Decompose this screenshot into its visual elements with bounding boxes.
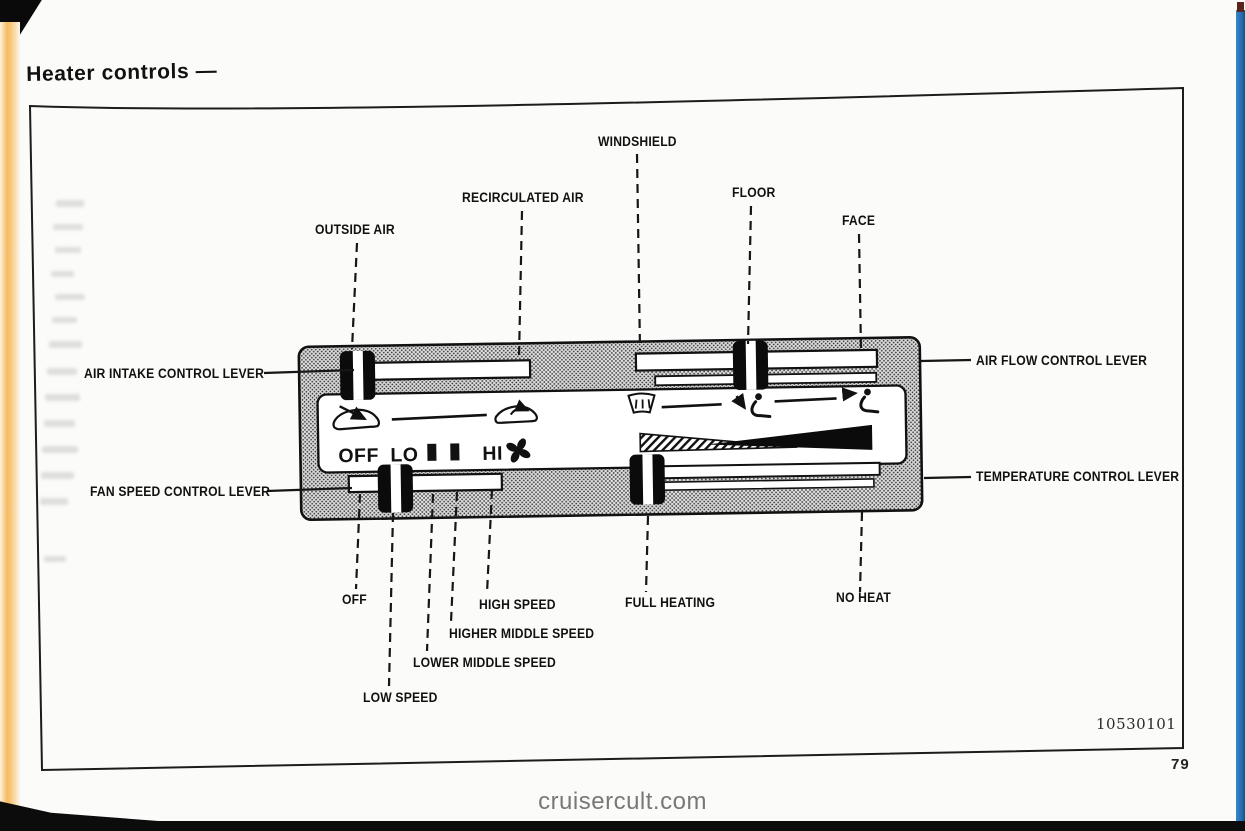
- outside-air-label: OUTSIDE AIR: [315, 222, 395, 237]
- fan-speed-control-lever-label: FAN SPEED CONTROL LEVER: [90, 484, 271, 499]
- low-speed-label: LOW SPEED: [363, 690, 438, 705]
- air-flow-control-lever-label: AIR FLOW CONTROL LEVER: [976, 353, 1148, 368]
- fan-speed-step-bar: [450, 443, 459, 460]
- temperature-control-lever-label: TEMPERATURE CONTROL LEVER: [976, 469, 1180, 484]
- no-heat-leader: [860, 512, 862, 592]
- full-heating-leader: [646, 516, 648, 592]
- no-heat-label: NO HEAT: [836, 590, 892, 605]
- face-leader: [859, 234, 861, 351]
- off-position-label: OFF: [342, 592, 367, 607]
- outside-air-leader: [352, 243, 357, 349]
- air-intake-control-lever-label: AIR INTAKE CONTROL LEVER: [84, 366, 265, 381]
- panel-off-marking: OFF: [338, 444, 380, 468]
- air-flow-leader: [921, 360, 971, 361]
- air-flow-lever-knob: [733, 341, 769, 391]
- air-intake-lever-knob: [340, 351, 376, 401]
- higher-middle-speed-label: HIGHER MIDDLE SPEED: [449, 626, 595, 641]
- page-title: Heater controls —: [26, 59, 218, 86]
- panel-lo-marking: LO: [390, 444, 419, 467]
- face-label: FACE: [842, 213, 876, 228]
- recirculated-air-leader: [519, 211, 522, 358]
- page-number: 79: [1171, 756, 1190, 773]
- windshield-leader: [637, 154, 640, 350]
- lower-middle-speed-label: LOWER MIDDLE SPEED: [413, 655, 556, 670]
- floor-leader: [748, 206, 751, 344]
- windshield-label: WINDSHIELD: [598, 134, 677, 149]
- recirculated-air-label: RECIRCULATED AIR: [462, 190, 584, 205]
- temperature-leader: [924, 477, 971, 478]
- panel-hi-marking: HI: [482, 442, 504, 466]
- figure-code: 10530101: [1096, 715, 1177, 733]
- full-heating-label: FULL HEATING: [625, 595, 716, 610]
- fan-speed-lever-knob: [378, 464, 414, 513]
- temperature-lever-knob: [629, 454, 665, 505]
- heater-control-panel: [299, 337, 923, 520]
- watermark-text: cruisercult.com: [538, 788, 707, 815]
- low-speed-leader: [389, 513, 393, 686]
- high-speed-label: HIGH SPEED: [479, 597, 556, 612]
- fan-speed-step-bar: [427, 444, 436, 461]
- floor-label: FLOOR: [732, 185, 776, 200]
